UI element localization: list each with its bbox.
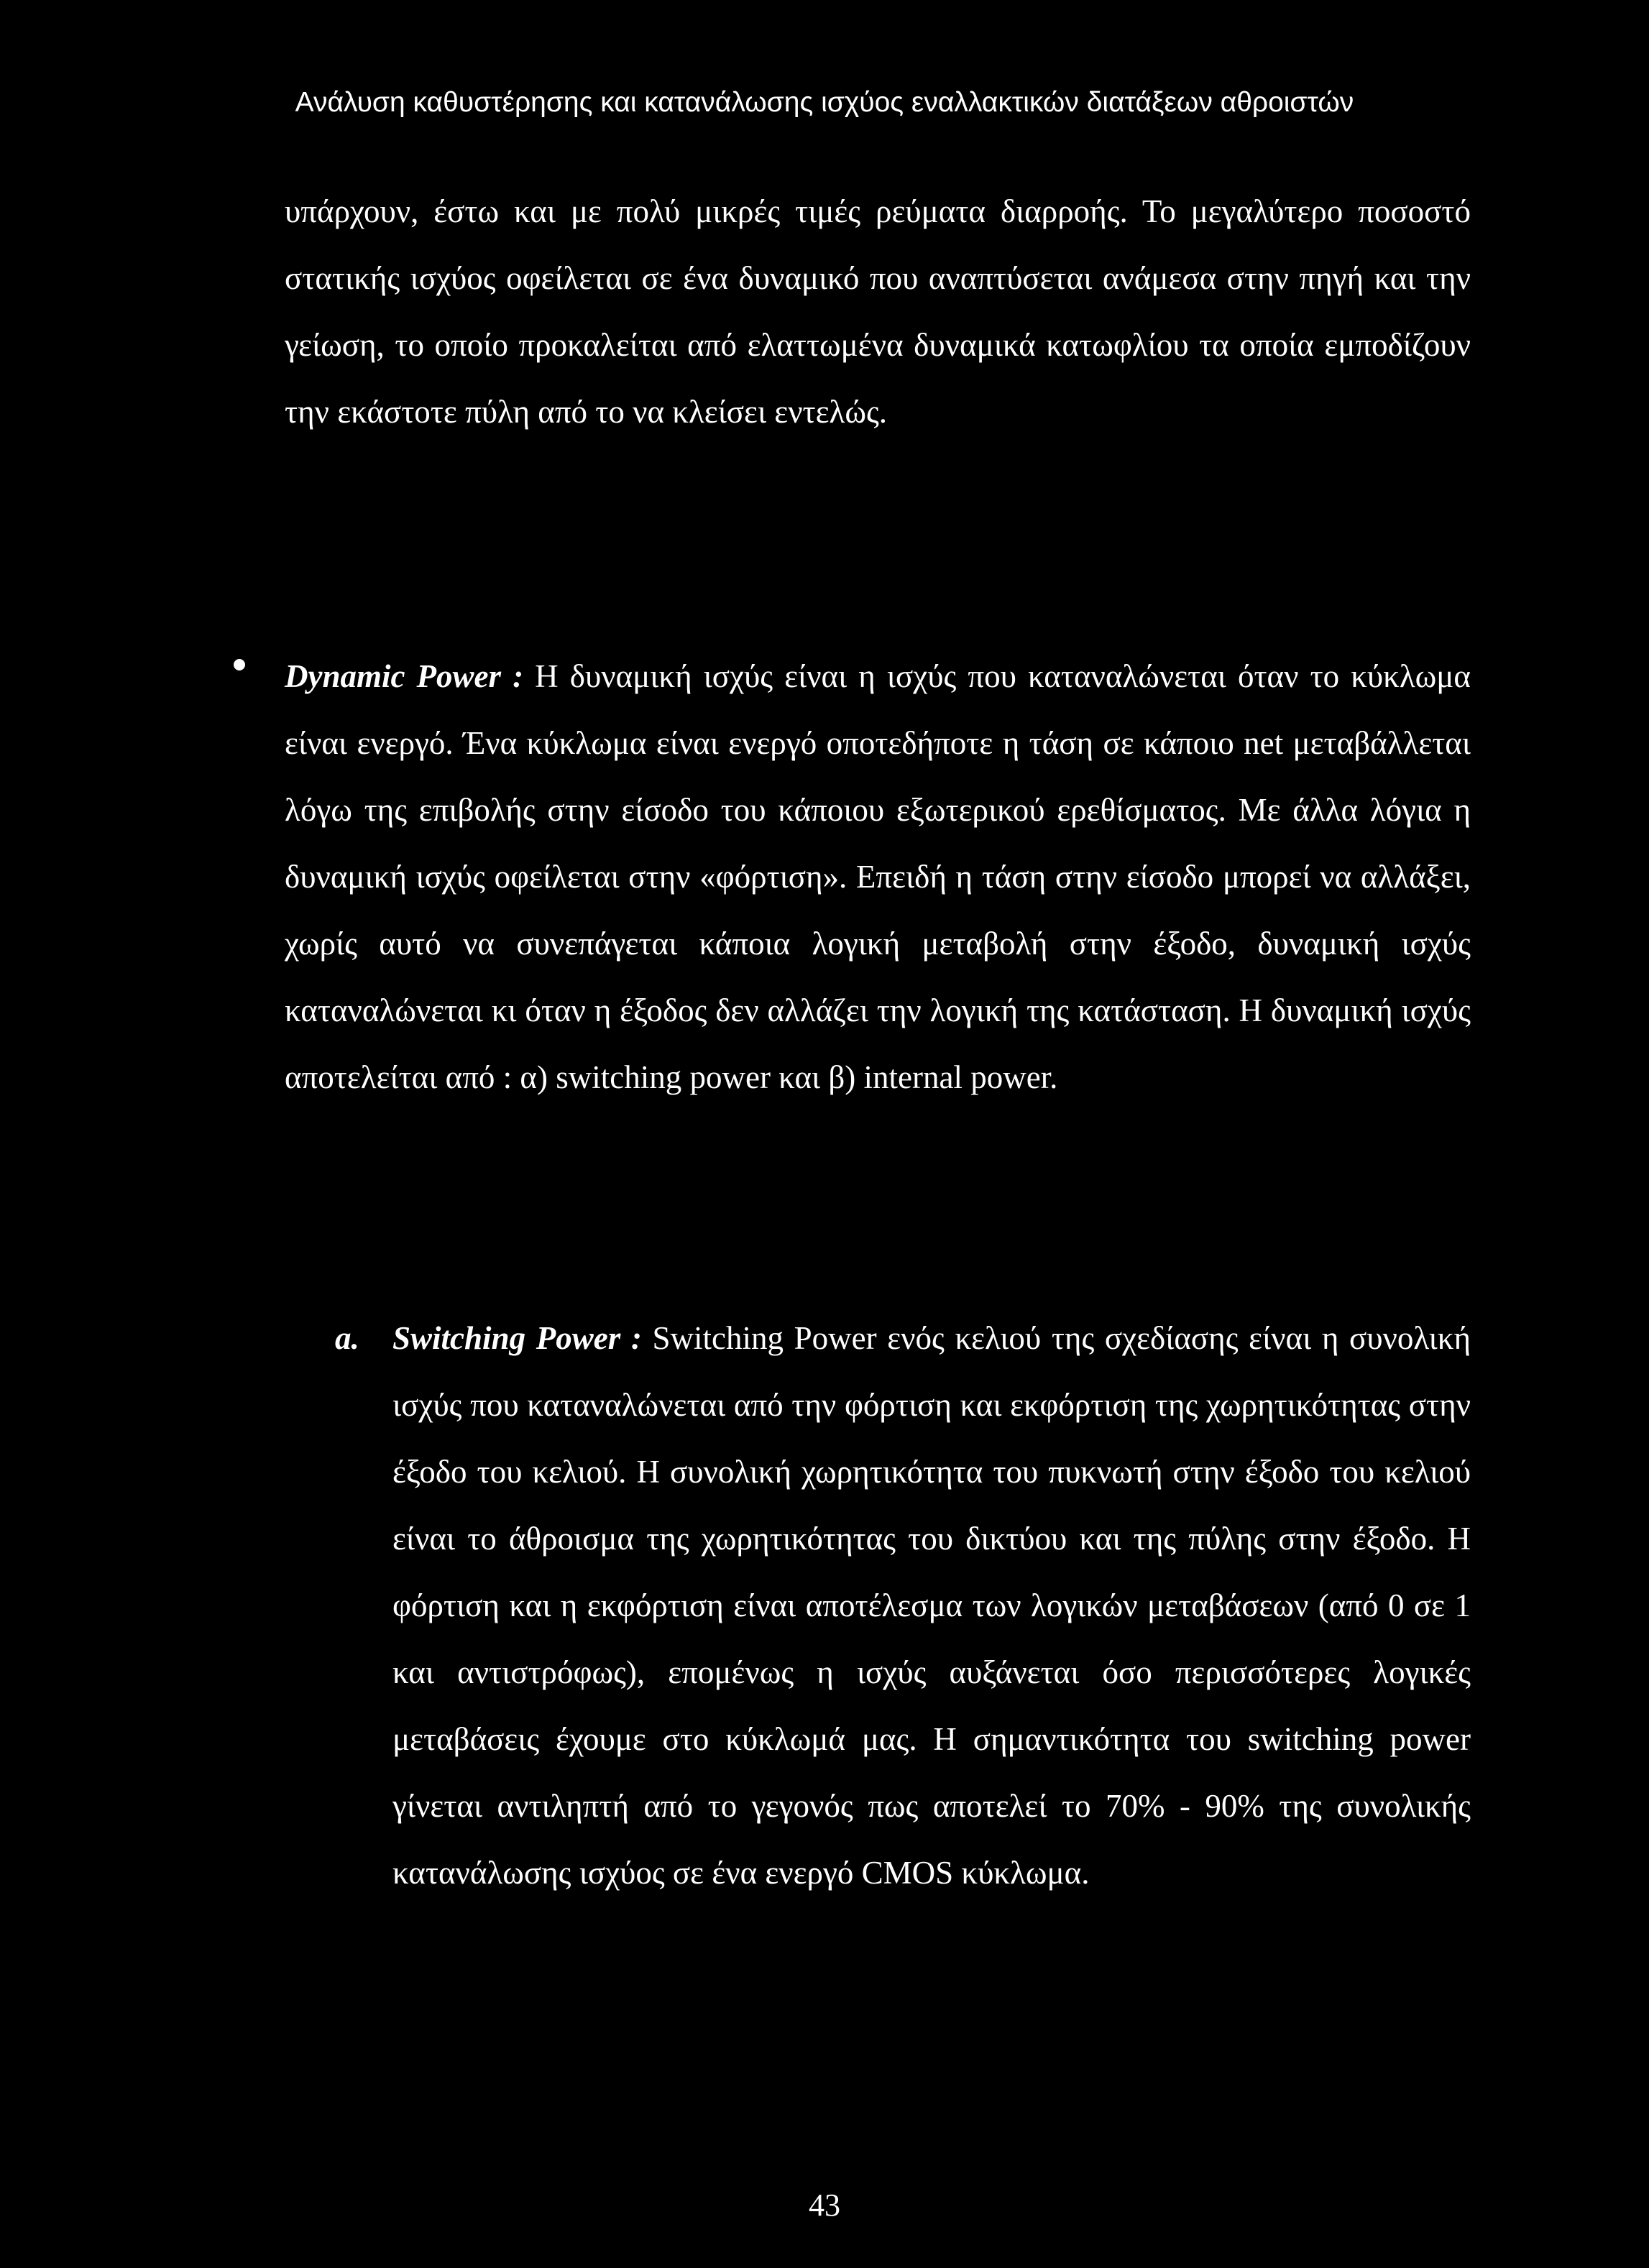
running-header: Ανάλυση καθυστέρησης και κατανάλωσης ισχύος εναλλακτικών διατάξεων αθροιστών — [295, 87, 1354, 118]
dynamic-power-text: Η δυναμική ισχύς είναι η ισχύς που καταναλώνεται όταν το κύκλωμα είναι ενεργό. Ένα κύκλωμα είναι ενεργό οποτεδήποτε η τάση σε κάποιο net μεταβάλλεται λόγω της επιβολής στην είσοδο του κάποιου εξωτερικού ερεθίσματος. Με άλλα λόγια η δυναμική ισχύς οφείλεται στην «φόρτιση». Επειδή η τάση στην είσοδο μπορεί να αλλάξει, χωρίς αυτό να συνεπάγεται κάποια λογική μεταβολή στην έξοδο, δυναμική ισχύς καταναλώνεται κι όταν η έξοδος δεν αλλάζει την λογική της κατάσταση. Η δυναμική ισχύς αποτελείται από : α) switching power και β) internal power. — [285, 658, 1471, 1095]
page-number: 43 — [809, 2188, 840, 2223]
bullet-icon — [234, 659, 245, 670]
sub-item-marker: a. — [335, 1320, 359, 1356]
term-switching-power: Switching Power : — [392, 1320, 642, 1356]
term-dynamic-power: Dynamic Power : — [285, 658, 524, 694]
paragraph-static-power-continuation: υπάρχουν, έστω και με πολύ μικρές τιμές ρεύματα διαρροής. Το μεγαλύτερο ποσοστό στατικής ισχύος οφείλεται σε ένα δυναμικό που αναπτύσεται ανάμεσα στην πηγή και την γείωση, το οποίο προκαλείται από ελαττωμένα δυναμικά κατωφλίου τα οποία εμποδίζουν την εκάστοτε πύλη από το να κλείσει εντελώς. — [285, 193, 1471, 430]
sub-item-switching-power — [392, 1305, 1471, 1907]
bullet-item-dynamic-power — [285, 643, 1471, 1111]
switching-power-text: Switching Power ενός κελιού της σχεδίασης είναι η συνολική ισχύς που καταναλώνεται από την φόρτιση και εκφόρτιση της χωρητικότητας στην έξοδο του κελιού. Η συνολική χωρητικότητα του πυκνωτή στην έξοδο του κελιού είναι το άθροισμα της χωρητικότητας του δικτύου και της πύλης στην έξοδο. Η φόρτιση και η εκφόρτιση είναι αποτέλεσμα των λογικών μεταβάσεων (από 0 σε 1 και αντιστρόφως), επομένως η ισχύς αυξάνεται όσο περισσότερες λογικές μεταβάσεις έχουμε στο κύκλωμά μας. Η σημαντικότητα του switching power γίνεται αντιληπτή από το γεγονός πως αποτελεί το 70% - 90% της συνολικής κατανάλωσης ισχύος σε ένα ενεργό CMOS κύκλωμα. — [392, 1320, 1471, 1891]
